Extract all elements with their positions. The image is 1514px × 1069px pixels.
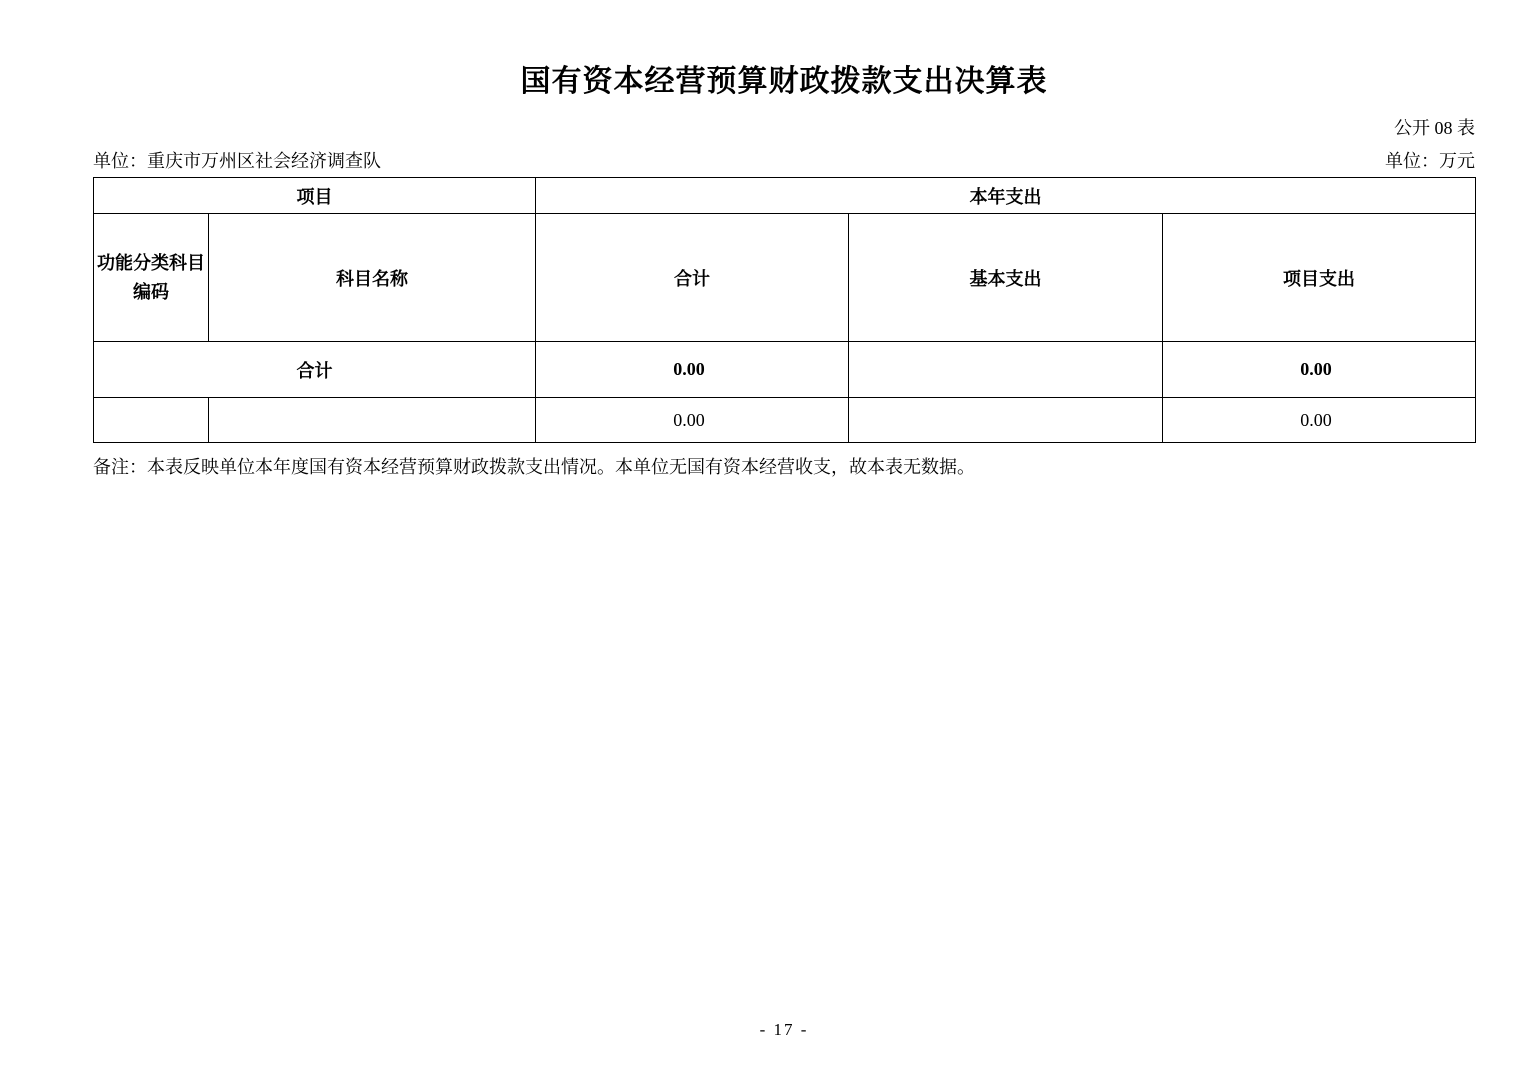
- unit-info-row: [93, 147, 1475, 173]
- total-row-basic-value: [849, 342, 1163, 398]
- header-subject-name: 科目名称: [209, 214, 536, 342]
- table-header-group-row: [94, 178, 1476, 214]
- header-project-expenditure: 项目支出: [1163, 214, 1476, 342]
- form-number-label: 公开 08 表: [1394, 118, 1475, 138]
- detail-row-basic-value: [849, 398, 1163, 443]
- header-function-code-line2: 编码: [133, 281, 169, 302]
- header-function-code-line1: 功能分类科目: [97, 252, 205, 273]
- table-row-total: [94, 342, 1476, 398]
- detail-row-total-value: 0.00: [536, 398, 849, 443]
- header-project-group: 项目: [94, 178, 536, 214]
- page-title: 国有资本经营预算财政拨款支出决算表: [520, 65, 1048, 98]
- table-header-columns-row: [94, 214, 1476, 342]
- detail-row-name-cell: [209, 398, 536, 443]
- org-unit-label: 单位：重庆市万州区社会经济调查队: [93, 151, 381, 171]
- total-row-total-value: 0.00: [536, 342, 849, 398]
- header-current-year-expenditure-group: 本年支出: [536, 178, 1476, 214]
- total-row-label: 合计: [94, 342, 536, 398]
- detail-row-project-value: 0.00: [1163, 398, 1476, 443]
- table-row-detail: [94, 398, 1476, 443]
- header-total: 合计: [536, 214, 849, 342]
- note-text: 备注：本表反映单位本年度国有资本经营预算财政拨款支出情况。本单位无国有资本经营收支，故本表无数据。: [93, 457, 975, 477]
- detail-row-code-cell: [94, 398, 209, 443]
- expenditure-table: [93, 177, 1476, 443]
- total-row-project-value: 0.00: [1163, 342, 1476, 398]
- header-basic-expenditure: 基本支出: [849, 214, 1163, 342]
- page-number: - 17 -: [759, 1020, 809, 1039]
- currency-unit-label: 单位：万元: [1385, 151, 1475, 171]
- header-function-code: [94, 214, 209, 342]
